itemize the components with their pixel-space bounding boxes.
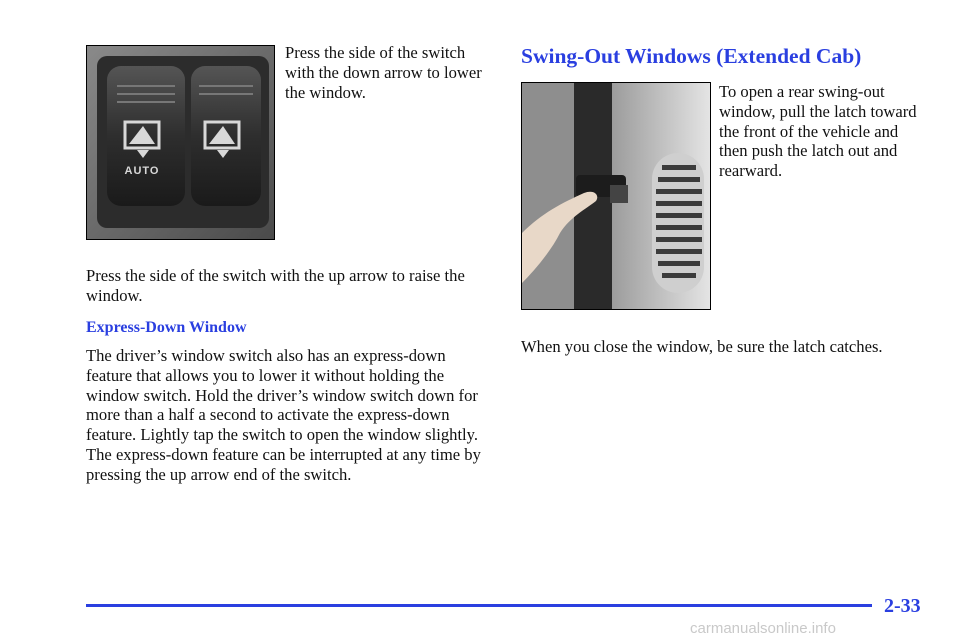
raise-window-paragraph: Press the side of the switch with the up arrow to raise the window. [86, 266, 465, 305]
close-window-paragraph: When you close the window, be sure the latch catches. [521, 337, 883, 356]
window-switch-illustration [87, 46, 274, 239]
page-number: 2-33 [884, 595, 921, 617]
swing-out-latch-photo [521, 82, 711, 310]
footer-rule [86, 604, 872, 607]
speaker-grille [652, 153, 704, 293]
express-down-heading: Express-Down Window [86, 319, 247, 336]
swing-out-caption: To open a rear swing-out window, pull the latch toward the front of the vehicle and then push the latch out and rearward. [719, 82, 917, 181]
express-down-paragraph: The driver’s window switch also has an express-down feature that allows you to lower it without holding the window switch. Hold the driver’s window switch down for more than a half a second to activate the express-down feature. Lightly tap the switch to open the window slightly. The express-down feature can be interrupted at any time by pressing the up arrow end of the switch. [86, 346, 481, 484]
watermark: carmanualsonline.info [690, 620, 836, 637]
auto-label: AUTO [124, 165, 160, 177]
window-switch-photo [86, 45, 275, 240]
latch-illustration [522, 83, 710, 309]
switch-caption: Press the side of the switch with the down arrow to lower the window. [285, 43, 482, 102]
swing-out-windows-heading: Swing-Out Windows (Extended Cab) [521, 44, 862, 68]
